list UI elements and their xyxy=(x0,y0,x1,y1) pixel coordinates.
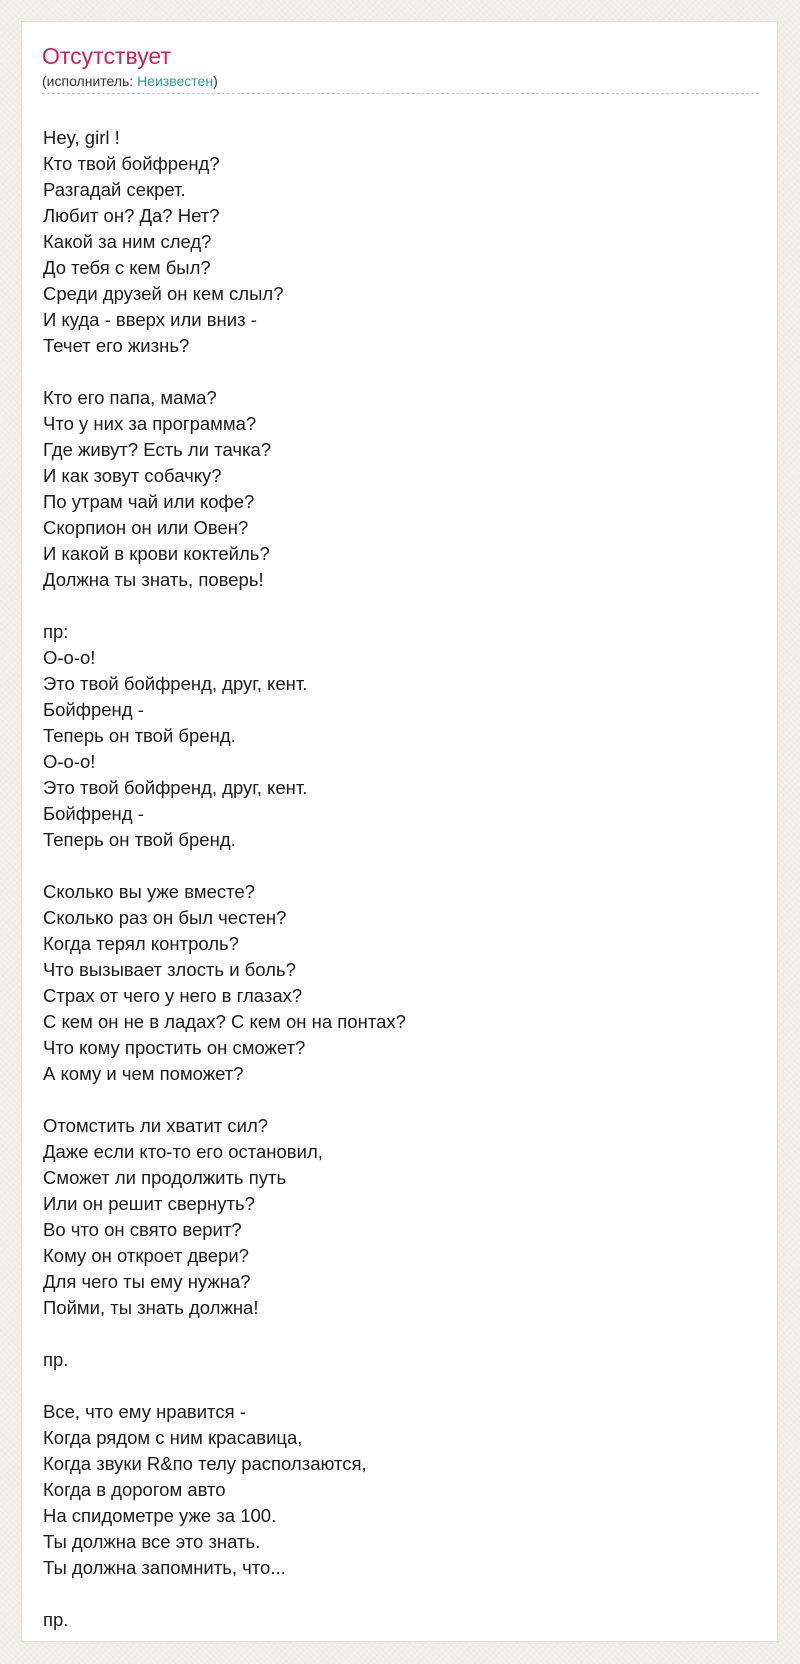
lyrics-line: Когда в дорогом авто xyxy=(43,1479,226,1500)
song-title: Отсутствует xyxy=(42,43,171,69)
lyrics-line: Кому он откроет двери? xyxy=(43,1245,249,1266)
lyrics-line: Кто твой бойфренд? xyxy=(43,153,220,174)
lyrics-line: Сколько вы уже вместе? xyxy=(43,881,255,902)
lyrics-stanza xyxy=(43,1347,760,1373)
lyrics-line: По утрам чай или кофе? xyxy=(43,491,255,512)
lyrics-line: Когда рядом с ним красавица, xyxy=(43,1427,303,1448)
lyrics-line: Где живут? Есть ли тачка? xyxy=(43,439,272,460)
lyrics-line: Это твой бойфренд, друг, кент. xyxy=(43,777,308,798)
lyrics-line: Теперь он твой бренд. xyxy=(43,725,236,746)
lyrics-line: Среди друзей он кем слыл? xyxy=(43,283,284,304)
header-divider xyxy=(42,93,759,94)
lyrics-line: С кем он не в ладах? С кем он на понтах? xyxy=(43,1011,406,1032)
lyrics-line: пр: xyxy=(43,621,69,642)
lyrics-line: Ты должна все это знать. xyxy=(43,1531,261,1552)
lyrics-line: Сколько раз он был честен? xyxy=(43,907,287,928)
lyrics-card xyxy=(21,21,778,1642)
lyrics-line: А кому и чем поможет? xyxy=(43,1063,244,1084)
lyrics-line: Hey, girl ! xyxy=(43,127,120,148)
lyrics-line: пр. xyxy=(43,1349,69,1370)
lyrics-line: Что у них за программа? xyxy=(43,413,257,434)
lyrics-line: Или он решит свернуть? xyxy=(43,1193,255,1214)
lyrics-line: О-о-о! xyxy=(43,751,96,772)
lyrics-stanza xyxy=(43,1607,760,1633)
song-header xyxy=(42,42,759,94)
lyrics-line: Теперь он твой бренд. xyxy=(43,829,236,850)
lyrics-line: И какой в крови коктейль? xyxy=(43,543,270,564)
lyrics-line: На спидометре уже за 100. xyxy=(43,1505,277,1526)
lyrics-line: Ты должна запомнить, что... xyxy=(43,1557,286,1578)
lyrics-line: Все, что ему нравится - xyxy=(43,1401,246,1422)
lyrics-body xyxy=(43,125,760,1659)
lyrics-line: Пойми, ты знать должна! xyxy=(43,1297,259,1318)
lyrics-line: Скорпион он или Овен? xyxy=(43,517,249,538)
lyrics-line: До тебя с кем был? xyxy=(43,257,211,278)
lyrics-line: Во что он свято верит? xyxy=(43,1219,242,1240)
lyrics-line: Даже если кто-то его остановил, xyxy=(43,1141,323,1162)
lyrics-line: Что кому простить он сможет? xyxy=(43,1037,306,1058)
lyrics-line: О-о-о! xyxy=(43,647,96,668)
artist-prefix: (исполнитель: xyxy=(42,73,138,89)
lyrics-line: пр. xyxy=(43,1609,69,1630)
artist-line xyxy=(42,72,759,90)
lyrics-line: Когда терял контроль? xyxy=(43,933,239,954)
lyrics-line: Кто его папа, мама? xyxy=(43,387,217,408)
lyrics-line: Должна ты знать, поверь! xyxy=(43,569,264,590)
lyrics-line: Для чего ты ему нужна? xyxy=(43,1271,251,1292)
lyrics-line: Какой за ним след? xyxy=(43,231,212,252)
artist-suffix: ) xyxy=(213,73,218,89)
lyrics-line: Отомстить ли хватит сил? xyxy=(43,1115,269,1136)
lyrics-stanza xyxy=(43,125,760,359)
lyrics-line: Что вызывает злость и боль? xyxy=(43,959,296,980)
lyrics-stanza xyxy=(43,879,760,1087)
lyrics-line: Сможет ли продолжить путь xyxy=(43,1167,287,1188)
lyrics-line: Страх от чего у него в глазах? xyxy=(43,985,303,1006)
lyrics-stanza xyxy=(43,1113,760,1321)
lyrics-line: Когда звуки R&по телу расползаются, xyxy=(43,1453,367,1474)
lyrics-stanza xyxy=(43,619,760,853)
lyrics-line: Любит он? Да? Нет? xyxy=(43,205,220,226)
lyrics-line: Разгадай секрет. xyxy=(43,179,186,200)
artist-link[interactable]: Неизвестен xyxy=(137,73,214,89)
lyrics-stanza xyxy=(43,385,760,593)
lyrics-line: Течет его жизнь? xyxy=(43,335,190,356)
lyrics-stanza xyxy=(43,1399,760,1581)
lyrics-line: И как зовут собачку? xyxy=(43,465,222,486)
lyrics-line: Это твой бойфренд, друг, кент. xyxy=(43,673,308,694)
lyrics-line: И куда - вверх или вниз - xyxy=(43,309,257,330)
lyrics-line: Бойфренд - xyxy=(43,803,144,824)
lyrics-line: Бойфренд - xyxy=(43,699,144,720)
